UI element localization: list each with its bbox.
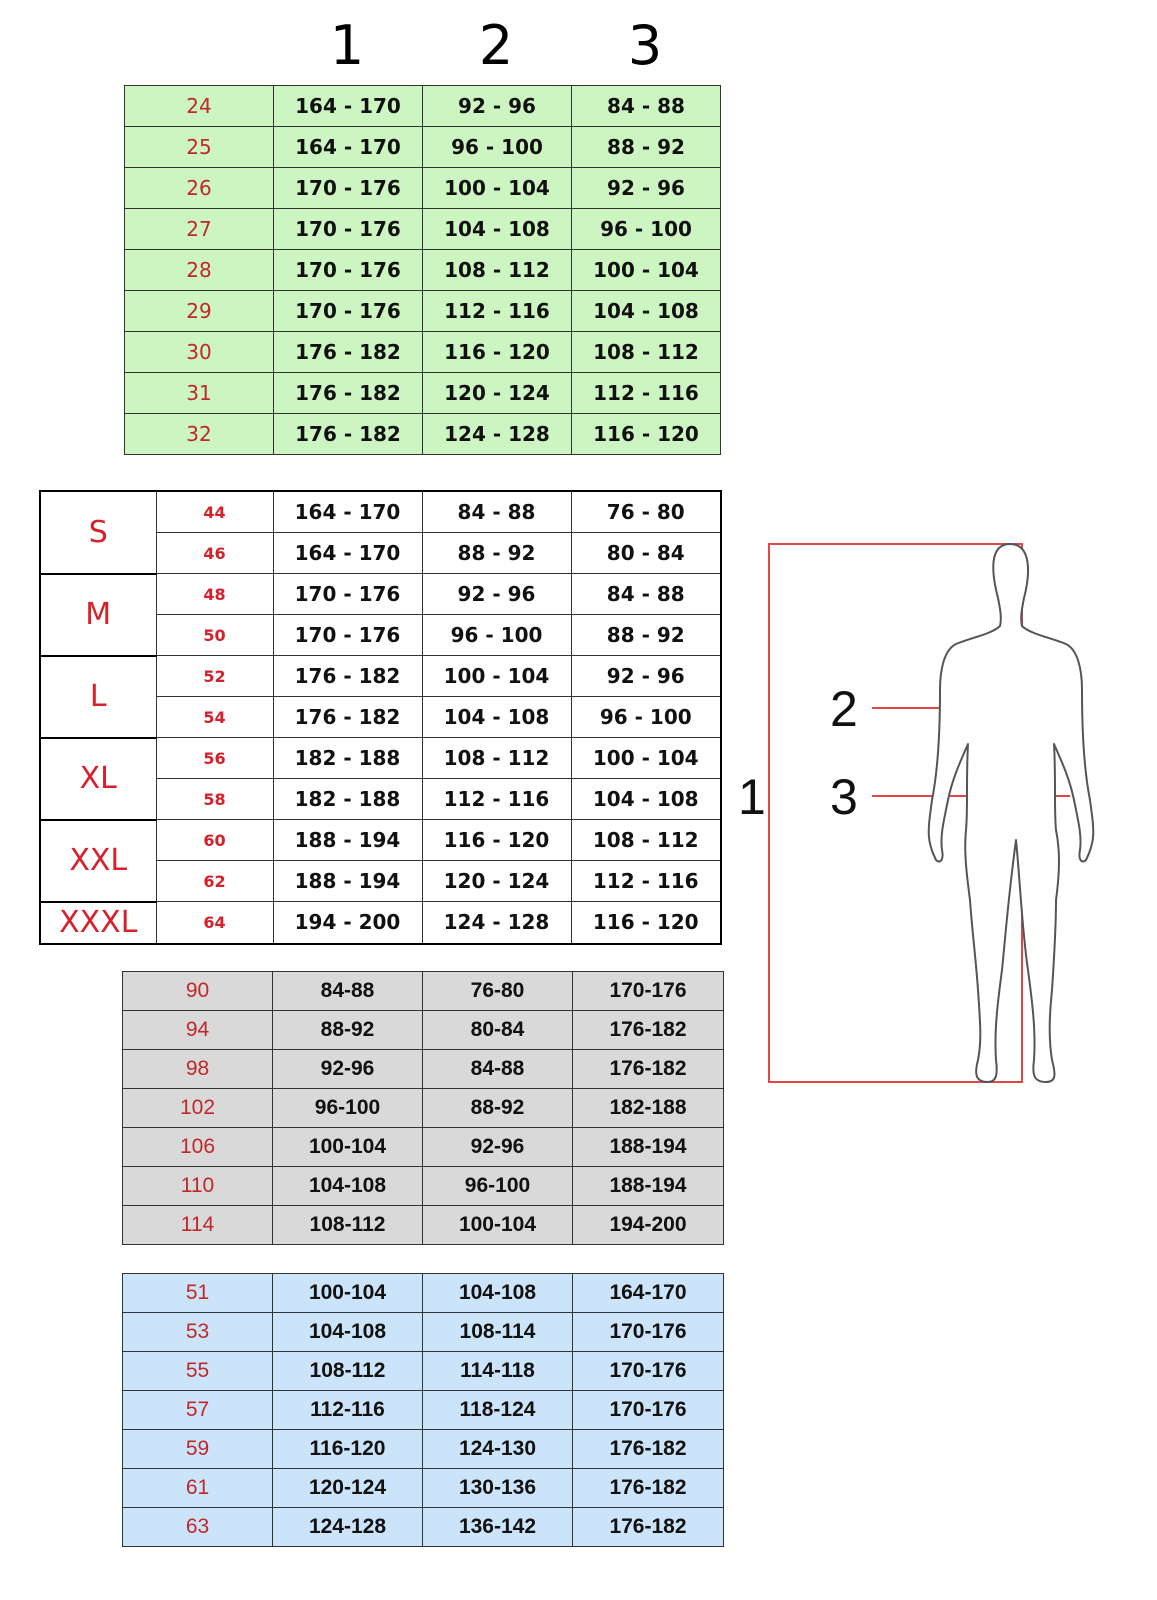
measure-cell: 100-104 xyxy=(423,1206,573,1245)
measure-cell: 88-92 xyxy=(423,1089,573,1128)
size-cell: 94 xyxy=(123,1011,273,1050)
measure-cell: 170-176 xyxy=(573,1352,724,1391)
measure-cell: 100 - 104 xyxy=(571,738,721,779)
table-row xyxy=(123,1469,724,1508)
table-row xyxy=(125,414,721,455)
size-number-cell: 64 xyxy=(156,902,273,944)
measure-cell: 92 - 96 xyxy=(423,86,572,127)
measure-cell: 188-194 xyxy=(573,1128,724,1167)
measure-cell: 84 - 88 xyxy=(571,574,721,615)
measure-cell: 104-108 xyxy=(273,1313,423,1352)
measure-cell: 108 - 112 xyxy=(572,332,721,373)
measure-cell: 188 - 194 xyxy=(273,820,422,861)
measure-cell: 92-96 xyxy=(423,1128,573,1167)
measure-cell: 108 - 112 xyxy=(422,738,571,779)
measure-cell: 176-182 xyxy=(573,1011,724,1050)
measure-cell: 80-84 xyxy=(423,1011,573,1050)
measure-cell: 84-88 xyxy=(423,1050,573,1089)
table-row xyxy=(125,86,721,127)
size-cell: 24 xyxy=(125,86,274,127)
measure-cell: 120 - 124 xyxy=(423,373,572,414)
table-row xyxy=(125,291,721,332)
measure-cell: 176 - 182 xyxy=(274,373,423,414)
measure-cell: 170 - 176 xyxy=(274,250,423,291)
measure-cell: 170-176 xyxy=(573,1313,724,1352)
measure-cell: 124-130 xyxy=(423,1430,573,1469)
measure-cell: 176-182 xyxy=(573,1050,724,1089)
size-number-cell: 48 xyxy=(156,574,273,615)
measure-cell: 188-194 xyxy=(573,1167,724,1206)
measure-cell: 88 - 92 xyxy=(571,615,721,656)
measure-cell: 176 - 182 xyxy=(274,332,423,373)
measure-cell: 96-100 xyxy=(273,1089,423,1128)
height-label: 1 xyxy=(738,769,766,825)
measure-cell: 164 - 170 xyxy=(274,127,423,168)
table-row xyxy=(40,574,721,615)
measure-cell: 112 - 116 xyxy=(571,861,721,902)
size-cell: 30 xyxy=(125,332,274,373)
measure-cell: 108 - 112 xyxy=(571,820,721,861)
size-number-cell: 54 xyxy=(156,697,273,738)
measure-cell: 100 - 104 xyxy=(423,168,572,209)
measure-cell: 96 - 100 xyxy=(422,615,571,656)
size-number-cell: 60 xyxy=(156,820,273,861)
size-letter-cell: XXL xyxy=(40,820,156,902)
table-row xyxy=(123,1206,724,1245)
size-letter-cell: XL xyxy=(40,738,156,820)
measure-cell: 116 - 120 xyxy=(423,332,572,373)
measure-cell: 104-108 xyxy=(423,1274,573,1313)
measure-cell: 104-108 xyxy=(273,1167,423,1206)
size-number-cell: 50 xyxy=(156,615,273,656)
size-cell: 51 xyxy=(123,1274,273,1313)
size-cell: 90 xyxy=(123,972,273,1011)
measure-cell: 176 - 182 xyxy=(273,697,422,738)
size-cell: 114 xyxy=(123,1206,273,1245)
measure-cell: 96 - 100 xyxy=(572,209,721,250)
size-number-cell: 58 xyxy=(156,779,273,820)
chest-label: 2 xyxy=(830,681,858,737)
size-cell: 53 xyxy=(123,1313,273,1352)
table-row xyxy=(125,127,721,168)
measure-cell: 124 - 128 xyxy=(423,414,572,455)
measure-cell: 164 - 170 xyxy=(274,86,423,127)
measure-cell: 112-116 xyxy=(273,1391,423,1430)
measure-cell: 108-112 xyxy=(273,1352,423,1391)
measure-cell: 176 - 182 xyxy=(274,414,423,455)
size-cell: 63 xyxy=(123,1508,273,1547)
table-row xyxy=(123,1352,724,1391)
measure-cell: 114-118 xyxy=(423,1352,573,1391)
table-row xyxy=(123,1011,724,1050)
measure-cell: 176-182 xyxy=(573,1508,724,1547)
measure-cell: 100-104 xyxy=(273,1274,423,1313)
table-row xyxy=(125,250,721,291)
size-number-cell: 46 xyxy=(156,533,273,574)
measure-cell: 176-182 xyxy=(573,1430,724,1469)
table-row xyxy=(123,1050,724,1089)
table-row xyxy=(123,1089,724,1128)
size-number-cell: 44 xyxy=(156,491,273,533)
table-row xyxy=(40,738,721,779)
column-number-2: 2 xyxy=(478,14,514,77)
measure-cell: 100-104 xyxy=(273,1128,423,1167)
size-cell: 28 xyxy=(125,250,274,291)
measure-cell: 100 - 104 xyxy=(422,656,571,697)
measure-cell: 108-112 xyxy=(273,1206,423,1245)
table-row xyxy=(40,820,721,861)
measure-cell: 182 - 188 xyxy=(273,779,422,820)
measure-cell: 170-176 xyxy=(573,972,724,1011)
measure-cell: 116-120 xyxy=(273,1430,423,1469)
measure-cell: 120-124 xyxy=(273,1469,423,1508)
table-row xyxy=(123,1167,724,1206)
measure-cell: 118-124 xyxy=(423,1391,573,1430)
measure-cell: 116 - 120 xyxy=(571,902,721,944)
measure-cell: 124 - 128 xyxy=(422,902,571,944)
table-row xyxy=(123,1508,724,1547)
measure-cell: 100 - 104 xyxy=(572,250,721,291)
measure-cell: 124-128 xyxy=(273,1508,423,1547)
size-letter-cell: L xyxy=(40,656,156,738)
measure-cell: 104 - 108 xyxy=(422,697,571,738)
measure-cell: 104 - 108 xyxy=(423,209,572,250)
size-letter-cell: S xyxy=(40,491,156,574)
size-cell: 55 xyxy=(123,1352,273,1391)
measure-cell: 164-170 xyxy=(573,1274,724,1313)
measure-cell: 182-188 xyxy=(573,1089,724,1128)
size-letter-cell: XXXL xyxy=(40,902,156,944)
measure-cell: 170 - 176 xyxy=(274,209,423,250)
table-row xyxy=(125,168,721,209)
measure-cell: 108-114 xyxy=(423,1313,573,1352)
size-cell: 98 xyxy=(123,1050,273,1089)
size-cell: 26 xyxy=(125,168,274,209)
size-letter-cell: M xyxy=(40,574,156,656)
measure-cell: 92-96 xyxy=(273,1050,423,1089)
measure-cell: 112 - 116 xyxy=(423,291,572,332)
size-cell: 32 xyxy=(125,414,274,455)
measure-cell: 88-92 xyxy=(273,1011,423,1050)
table-row xyxy=(123,972,724,1011)
table-row xyxy=(123,1128,724,1167)
measure-cell: 182 - 188 xyxy=(273,738,422,779)
measure-cell: 76-80 xyxy=(423,972,573,1011)
waist-label: 3 xyxy=(830,769,858,825)
measure-cell: 104 - 108 xyxy=(571,779,721,820)
measure-cell: 96-100 xyxy=(423,1167,573,1206)
measurement-figure xyxy=(730,530,1150,1100)
size-table-letter xyxy=(39,490,722,945)
size-cell: 59 xyxy=(123,1430,273,1469)
column-number-3: 3 xyxy=(627,14,663,77)
measure-cell: 84 - 88 xyxy=(422,491,571,533)
table-row xyxy=(123,1391,724,1430)
measure-cell: 194-200 xyxy=(573,1206,724,1245)
measure-cell: 88 - 92 xyxy=(422,533,571,574)
measure-cell: 136-142 xyxy=(423,1508,573,1547)
measure-cell: 120 - 124 xyxy=(422,861,571,902)
size-cell: 102 xyxy=(123,1089,273,1128)
measure-cell: 96 - 100 xyxy=(571,697,721,738)
measure-cell: 104 - 108 xyxy=(572,291,721,332)
measure-cell: 96 - 100 xyxy=(423,127,572,168)
measure-cell: 188 - 194 xyxy=(273,861,422,902)
size-cell: 29 xyxy=(125,291,274,332)
measure-cell: 112 - 116 xyxy=(572,373,721,414)
size-table-green xyxy=(124,85,721,455)
table-row xyxy=(123,1274,724,1313)
measure-cell: 116 - 120 xyxy=(422,820,571,861)
size-number-cell: 52 xyxy=(156,656,273,697)
table-row xyxy=(40,491,721,533)
size-table-gray xyxy=(122,971,724,1245)
table-row xyxy=(125,373,721,414)
table-row xyxy=(125,209,721,250)
measure-cell: 84-88 xyxy=(273,972,423,1011)
measure-cell: 170 - 176 xyxy=(273,615,422,656)
table-row xyxy=(40,902,721,944)
table-row xyxy=(125,332,721,373)
size-cell: 25 xyxy=(125,127,274,168)
column-number-1: 1 xyxy=(329,14,365,77)
size-table-blue xyxy=(122,1273,724,1547)
measure-cell: 84 - 88 xyxy=(572,86,721,127)
measure-cell: 176 - 182 xyxy=(273,656,422,697)
measure-cell: 170 - 176 xyxy=(274,291,423,332)
human-body-outline-icon xyxy=(929,544,1094,1082)
measure-cell: 164 - 170 xyxy=(273,533,422,574)
size-cell: 106 xyxy=(123,1128,273,1167)
measure-cell: 116 - 120 xyxy=(572,414,721,455)
size-number-cell: 56 xyxy=(156,738,273,779)
size-cell: 57 xyxy=(123,1391,273,1430)
table-row xyxy=(40,656,721,697)
table-row xyxy=(123,1430,724,1469)
measure-cell: 176-182 xyxy=(573,1469,724,1508)
table-row xyxy=(123,1313,724,1352)
measure-cell: 194 - 200 xyxy=(273,902,422,944)
measure-cell: 130-136 xyxy=(423,1469,573,1508)
measure-cell: 164 - 170 xyxy=(273,491,422,533)
measure-cell: 112 - 116 xyxy=(422,779,571,820)
size-number-cell: 62 xyxy=(156,861,273,902)
measure-cell: 92 - 96 xyxy=(572,168,721,209)
measure-cell: 92 - 96 xyxy=(571,656,721,697)
measure-cell: 88 - 92 xyxy=(572,127,721,168)
size-cell: 27 xyxy=(125,209,274,250)
measure-cell: 170 - 176 xyxy=(274,168,423,209)
size-cell: 110 xyxy=(123,1167,273,1206)
measure-cell: 80 - 84 xyxy=(571,533,721,574)
measure-cell: 92 - 96 xyxy=(422,574,571,615)
size-cell: 31 xyxy=(125,373,274,414)
size-cell: 61 xyxy=(123,1469,273,1508)
measure-cell: 76 - 80 xyxy=(571,491,721,533)
measure-cell: 170 - 176 xyxy=(273,574,422,615)
measure-cell: 108 - 112 xyxy=(423,250,572,291)
measure-cell: 170-176 xyxy=(573,1391,724,1430)
